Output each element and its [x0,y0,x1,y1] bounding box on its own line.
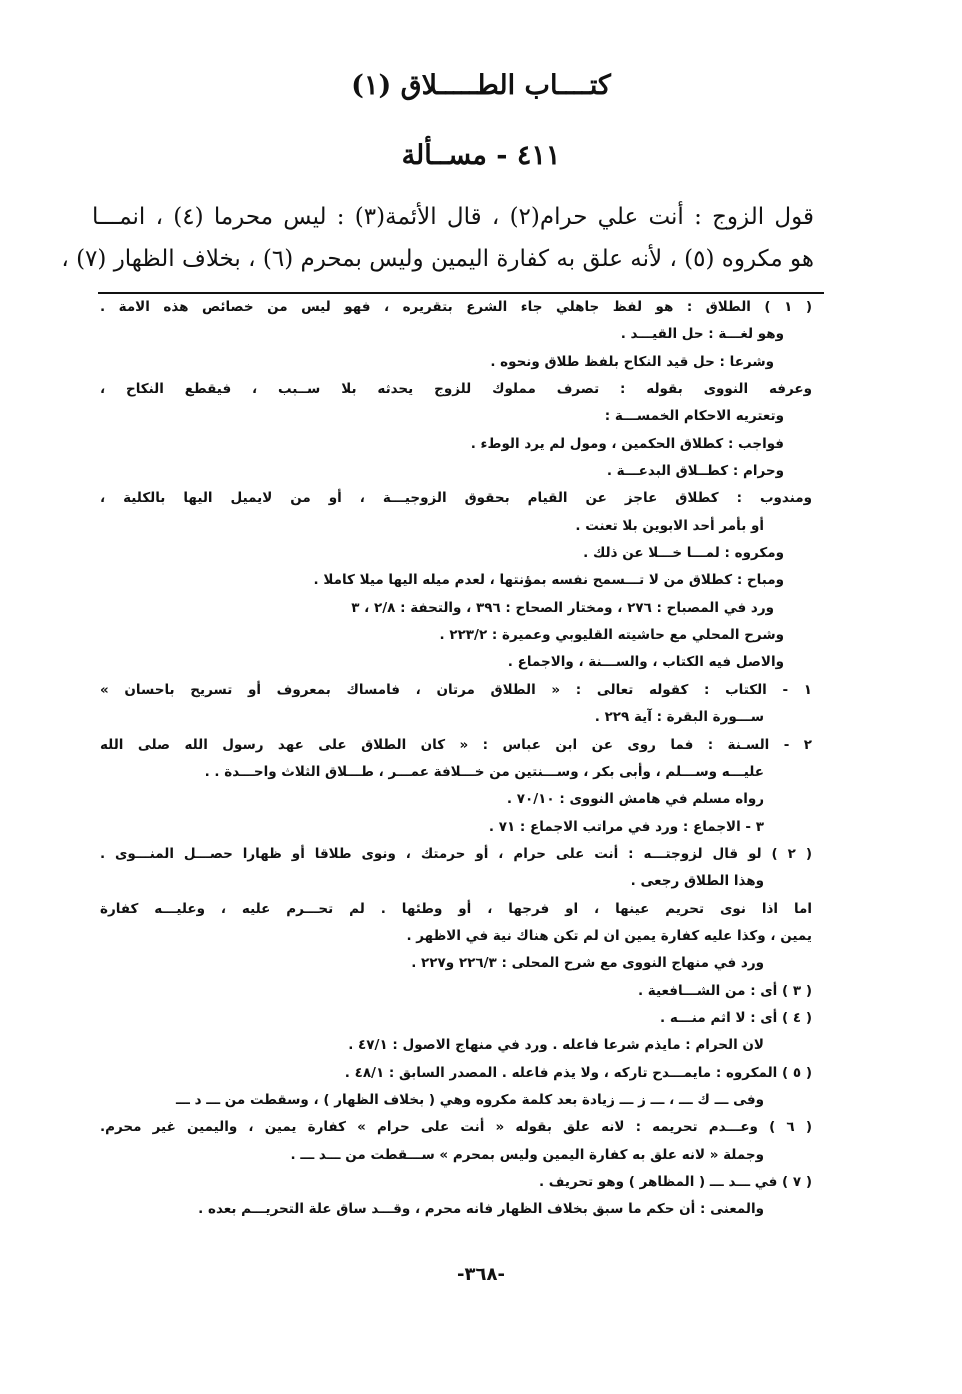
footnote-line: ومكروه : لمـــا خـــلا عن ذلك . [583,545,784,562]
footnote-line: لان الحرام : مايذم شرعا فاعله . ورد في منهاج الاصول : ٤٧/١ . [348,1037,764,1054]
main-text-line: هو مكروه (٥) ، لأنه علق به كفارة اليمين وليس بمحرم (٦) ، بخلاف الظهار (٧) ، [61,246,814,272]
footnote-line: ورد في منهاج النووى مع شرح المحلى : ٢٢٦/٣ و٢٢٧ . [411,955,764,972]
footnote-line: وهو لغـــة : حل القيـــد . [620,326,784,343]
footnote-line: ( ٧ ) في ـــد ـــ ( المظاهر ) وهو تحريف . [538,1174,812,1190]
footnote-line: فواجب : كطلاق الحكمين ، ومول لم يرد الوطء . [470,435,784,452]
book-title: كتــــاب الطـــــلاق (١) [351,70,611,101]
footnote-line: ( ٤ ) أى : لا اثم منـــه . [660,1009,812,1026]
main-text [61,196,814,280]
footnote-line: ١ - الكتاب : كقوله تعالى : « الطلاق مرتان ، فامساك بمعروف أو تسريح باحسان » [100,681,812,698]
page-number: -٣٦٨- [457,1264,505,1285]
footnote-line: ســـورة البقرة : آية ٢٢٩ . [594,709,764,726]
masala-title: ٤١١ - مســألة [401,140,561,171]
footnote-line: ( ٣ ) أى : من الشـــافعية . [637,982,812,999]
footnote-line: ( ٢ ) لو قال لزوجتـــه : أنت على حرام ، أو حرمتك ، ونوى طلاقا أو ظهارا حصـــل المنـــوى . [100,845,812,862]
footnote-line: وفى ـــ ك ـــ ، ـــ ز ـــ زيادة بعد كلمة مكروه وهي ( بخلاف الظهار ) ، وسقطت من ـــ د ـــ [176,1091,764,1108]
footnote-line: وحرام : كطــلاق البدعـــة . [606,463,784,480]
footnote-line: وتعتريه الاحكام الخمســـة : [604,408,784,425]
footnote-line: رواه مسلم في هامش النووى : ٧٠/١٠ . [506,791,764,808]
footnote-line: والاصل فيه الكتاب ، والســـنة ، والاجماع . [507,654,784,671]
footnote-line: ( ٥ ) المكروه : مايمـــدح تاركه ، ولا يذم فاعله . المصدر السابق : ٤٨/١ . [344,1064,812,1081]
footnote-line: ورد في المصباح : ٢٧٦ ، ومختار الصحاح : ٣٩٦ ، والتحفة : ٢/٨ ، ٣ [351,599,774,616]
footnote-line: وعرفه النووى بقوله : تصرف مملوك للزوج يحدثه بلا ســبب ، فيقطع النكاح ، [100,381,812,398]
footnote-line: يمين ، وكذا عليه كفارة يمين ان لم تكن هناك نية في الاظهر . [406,927,812,944]
footnote-line: أو بأمر أحد الابوين بلا تعنت . [575,517,764,534]
footnote-line: ٢ - السـنة : فما روى عن ابن عباس : « كان الطلاق على عهد رسول الله صلى الله [100,736,812,753]
main-text-line: قول الزوج : أنت علي حرام(٢) ، قال الأئمة(٣) : ليس محرما (٤) ، انمـــا [92,204,814,230]
footnote-line: عليـــه وســـلم ، وأبى بكر ، وســـنتين من خـــلافة عمـــر ، طـــلاق الثلاث واحـــدة . . [204,763,764,780]
footnote-line: وشرعا : حل قيد النكاح بلفظ طلاق ونحوه . [490,353,774,370]
footnote-line: ٣ - الاجماع : ورد في مراتب الاجماع : ٧١ . [488,818,764,835]
footnote-line: ( ٦ ) وعـــدم تحريمه : لانه علق بقوله « أنت على حرام » كفارة يمين ، واليمين غير محرم. [100,1119,812,1136]
footnote-line: اما اذا نوى تحريم عينها ، او فرجها ، أو وطئها . لم تحـــرم عليه ، وعليـــه كفارة [100,900,812,917]
footnote-line: وجملة « لانه علق به كفارة اليمين وليس بمحرم » ســـقطت من ـــد ـــ . [290,1146,764,1163]
footnote-line: ومندوب : كطلاق عاجز عن القيام بحقوق الزوجيـــة ، أو من لايميل اليها بالكلية ، [100,490,812,507]
footnote-line: ( ١ ) الطلاق : هو لفظ جاهلي جاء الشرع بتقريره ، فهو ليس من خصائص هذه الامة . [100,299,812,315]
footnote-line: ومباح : كطلاق من لا تـــسمح نفسه بمؤنتها ، لعدم ميله اليها ميلا كاملا . [313,572,784,589]
footnote-line: والمعنى : أن حكم ما سبق بخلاف الظهار فانه محرم ، وقـــد ساق علة التحريـــم بعده . [198,1201,764,1218]
footnote-line: وشرح المحلي مع حاشيته القليوبي وعميرة : ٢٢٣/٢ . [439,627,784,644]
footnotes [100,294,812,1224]
footnote-line: وهذا الطلاق رجعى . [630,873,764,890]
